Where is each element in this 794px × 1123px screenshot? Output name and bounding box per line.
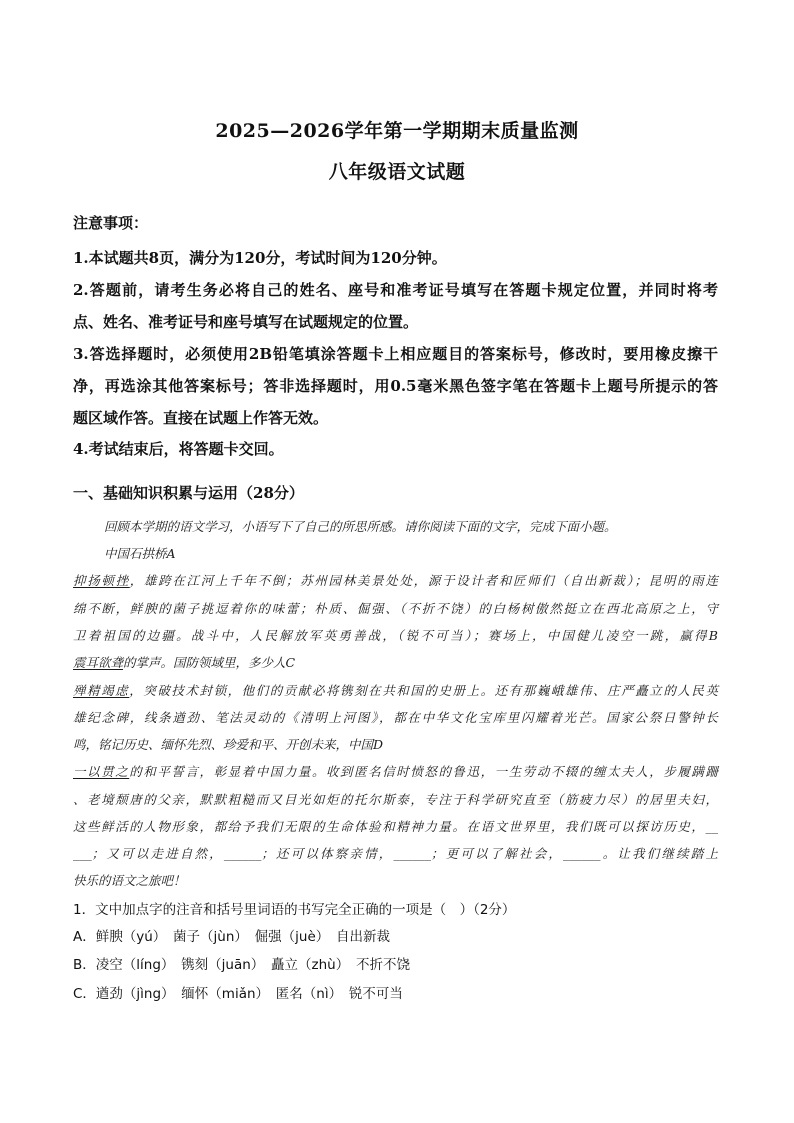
notes-heading: 注意事项： — [73, 214, 149, 232]
notes-line-3: 点、姓名、准考证号和座号填写在试题规定的位置。 — [73, 313, 419, 331]
underlined-phrase-b: 震耳欲聋 — [73, 655, 124, 670]
underlined-phrase-a: 抑扬顿挫 — [73, 573, 130, 588]
passage-line-a: 中国石拱桥A — [104, 546, 176, 561]
passage-line-11: ___；又可以走进自然，______；还可以体察亲情，______；更可以了解社会，______。让我们继续踏上 — [73, 846, 718, 861]
question-1-option-a: A．鲜腴（yú） 菌子（jùn） 倔强（juè） 自出新裁 — [73, 929, 391, 945]
question-1-option-c: C．遒劲（jìng） 缅怀（miǎn） 匿名（nì） 锐不可当 — [73, 986, 403, 1002]
notes-line-2: 2.答题前，请考生务必将自己的姓名、座号和准考证号填写在答题卡规定位置，并同时将考 — [73, 281, 718, 299]
passage-line-7: 鸣，铭记历史、缅怀先烈、珍爱和平、开创未来，中国D — [73, 737, 384, 752]
passage-line-10: 这些鲜活的人物形象，都给予我们无限的生命体验和精神力量。在语文世界里，我们既可以探访历史，__ — [73, 819, 718, 834]
passage-line-1: 抑扬顿挫，雄跨在江河上千年不倒；苏州园林美景处处，源于设计者和匠师们（自出新裁）；昆明的雨连 — [73, 573, 718, 588]
passage-line-9: 、老境颓唐的父亲，默默粗糙而又目光如炬的托尔斯泰，专注于科学研究直至（筋疲力尽）的居里夫妇， — [73, 792, 718, 807]
exam-title: 2025—2026学年第一学期期末质量监测 — [215, 120, 579, 142]
passage-line-5: 殚精竭虑，突破技术封锁，他们的贡献必将镌刻在共和国的史册上。还有那巍峨雄伟、庄严矗立的人民英 — [73, 683, 718, 698]
underlined-phrase-c: 殚精竭虑 — [73, 683, 130, 698]
question-1-stem: 1．文中加点字的注音和括号里词语的书写完全正确的一项是（ ）（2分） — [73, 902, 516, 918]
question-1-option-b: B．凌空（líng） 镌刻（juān） 矗立（zhù） 不折不饶 — [73, 957, 410, 973]
notes-line-7: 4.考试结束后，将答题卡交回。 — [73, 440, 284, 458]
notes-line-5: 净，再选涂其他答案标号；答非选择题时，用0.5毫米黑色签字笔在答题卡上题号所提示的答 — [73, 377, 718, 395]
notes-line-6: 题区域作答。直接在试题上作答无效。 — [73, 409, 329, 427]
exam-subtitle: 八年级语文试题 — [328, 161, 466, 183]
underlined-phrase-d: 一以贯之 — [73, 764, 130, 779]
passage-intro: 回顾本学期的语文学习，小语写下了自己的所思所感。请你阅读下面的文字，完成下面小题。 — [104, 519, 617, 534]
notes-line-4: 3.答选择题时，必须使用2B铅笔填涂答题卡上相应题目的答案标号，修改时，要用橡皮擦干 — [73, 345, 718, 363]
passage-line-2: 绵不断，鲜腴的菌子挑逗着你的味蕾；朴质、倔强、（不折不饶）的白杨树傲然挺立在西北高原之上，守 — [73, 601, 718, 616]
passage-line-6: 雄纪念碑，线条遒劲、笔法灵动的《清明上河图》，都在中华文化宝库里闪耀着光芒。国家公祭日警钟长 — [73, 710, 718, 725]
notes-line-1: 1.本试题共8页，满分为120分，考试时间为120分钟。 — [73, 249, 447, 267]
passage-line-8: 一以贯之的和平誓言，彰显着中国力量。收到匿名信时愤怒的鲁迅，一生劳动不辍的缠太夫人，步履蹒跚 — [73, 764, 718, 779]
passage-line-3: 卫着祖国的边疆。战斗中，人民解放军英勇善战，（锐不可当）；赛场上，中国健儿凌空一跳，赢得B — [73, 628, 718, 643]
passage-line-12: 快乐的语文之旅吧！ — [73, 873, 186, 888]
section-heading: 一、基础知识积累与运用（28分） — [73, 484, 304, 502]
passage-line-4: 震耳欲聋的掌声。国防领域里，多少人C — [73, 655, 296, 670]
